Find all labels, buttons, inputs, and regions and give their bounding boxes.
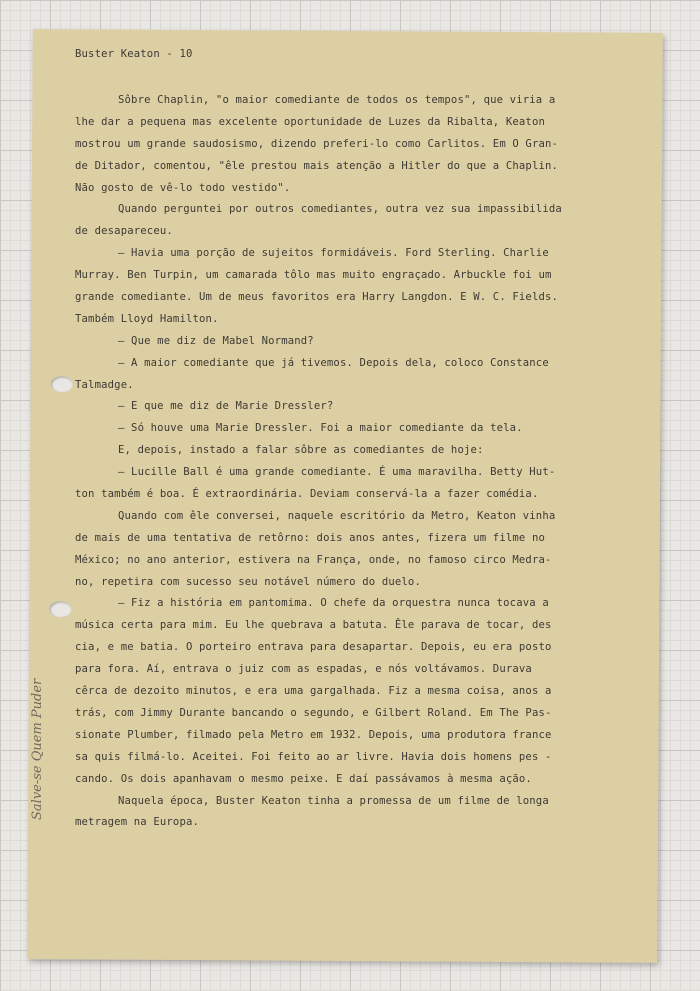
text-line: trás, com Jimmy Durante bancando o segundo, e Gilbert Roland. Em The Pas- xyxy=(75,706,552,719)
text-line: — Só houve uma Marie Dressler. Foi a maior comediante da tela. xyxy=(118,422,523,435)
text-line: cêrca de dezoito minutos, e era uma gargalhada. Fiz a mesma coisa, anos a xyxy=(75,685,552,698)
text-line: para fora. Aí, entrava o juiz com as espadas, e nós voltávamos. Durava xyxy=(75,663,532,676)
text-line: sa quis filmá-lo. Aceitei. Foi feito ao ar livre. Havia dois homens pes - xyxy=(75,750,552,763)
body-text xyxy=(75,90,645,834)
text-line: — A maior comediante que já tivemos. Depois dela, coloco Constance xyxy=(118,356,549,369)
text-line: — Fiz a história em pantomima. O chefe da orquestra nunca tocava a xyxy=(118,597,549,610)
text-line: música certa para mim. Eu lhe quebrava a batuta. Êle parava de tocar, des xyxy=(75,619,552,632)
margin-note: Salve-se Quem Puder xyxy=(30,678,45,820)
text-line: E, depois, instado a falar sôbre as comediantes de hoje: xyxy=(118,444,484,457)
text-line: no, repetira com sucesso seu notável número do duelo. xyxy=(75,575,421,588)
page-header: Buster Keaton - 10 xyxy=(75,48,193,60)
text-line: — E que me diz de Marie Dressler? xyxy=(118,400,334,413)
text-line: ton também é boa. É extraordinária. Deviam conservá-la a fazer comédia. xyxy=(75,488,539,501)
text-line: Também Lloyd Hamilton. xyxy=(75,312,219,325)
punch-hole xyxy=(51,376,73,392)
text-line: Naquela época, Buster Keaton tinha a promessa de um filme de longa xyxy=(118,794,549,807)
text-line: Quando perguntei por outros comediantes, outra vez sua impassibilida xyxy=(118,203,562,216)
text-line: — Havia uma porção de sujeitos formidáveis. Ford Sterling. Charlie xyxy=(118,247,549,260)
text-line: de desapareceu. xyxy=(75,225,173,238)
text-line: lhe dar a pequena mas excelente oportunidade de Luzes da Ribalta, Keaton xyxy=(75,115,546,128)
text-line: Murray. Ben Turpin, um camarada tôlo mas muito engraçado. Arbuckle foi um xyxy=(75,269,552,282)
text-line: Sôbre Chaplin, "o maior comediante de todos os tempos", que viria a xyxy=(118,94,556,106)
text-line: cando. Os dois apanhavam o mesmo peixe. E daí passávamos à mesma ação. xyxy=(75,772,532,785)
text-line: Não gosto de vê-lo todo vestido". xyxy=(75,181,291,194)
text-line: — Que me diz de Mabel Normand? xyxy=(118,334,314,347)
text-line: Talmadge. xyxy=(75,378,134,391)
text-line: Quando com êle conversei, naquele escritório da Metro, Keaton vinha xyxy=(118,509,556,522)
text-line: metragem na Europa. xyxy=(75,816,200,829)
text-line: de Ditador, comentou, "êle prestou mais atenção a Hitler do que a Chaplin. xyxy=(75,159,559,172)
text-line: sionate Plumber, filmado pela Metro em 1932. Depois, uma produtora france xyxy=(75,728,552,741)
text-line: grande comediante. Um de meus favoritos era Harry Langdon. E W. C. Fields. xyxy=(75,291,559,304)
text-line: México; no ano anterior, estivera na França, onde, no famoso circo Medra- xyxy=(75,553,552,566)
text-line: de mais de uma tentativa de retôrno: dois anos antes, fizera um filme no xyxy=(75,531,546,544)
text-line: mostrou um grande saudosismo, dizendo preferi-lo como Carlitos. Em O Gran- xyxy=(75,137,559,150)
text-line: cia, e me batia. O porteiro entrava para desapartar. Depois, eu era posto xyxy=(75,641,552,654)
punch-hole xyxy=(49,601,71,617)
text-line: — Lucille Ball é uma grande comediante. É uma maravilha. Betty Hut- xyxy=(118,466,556,479)
